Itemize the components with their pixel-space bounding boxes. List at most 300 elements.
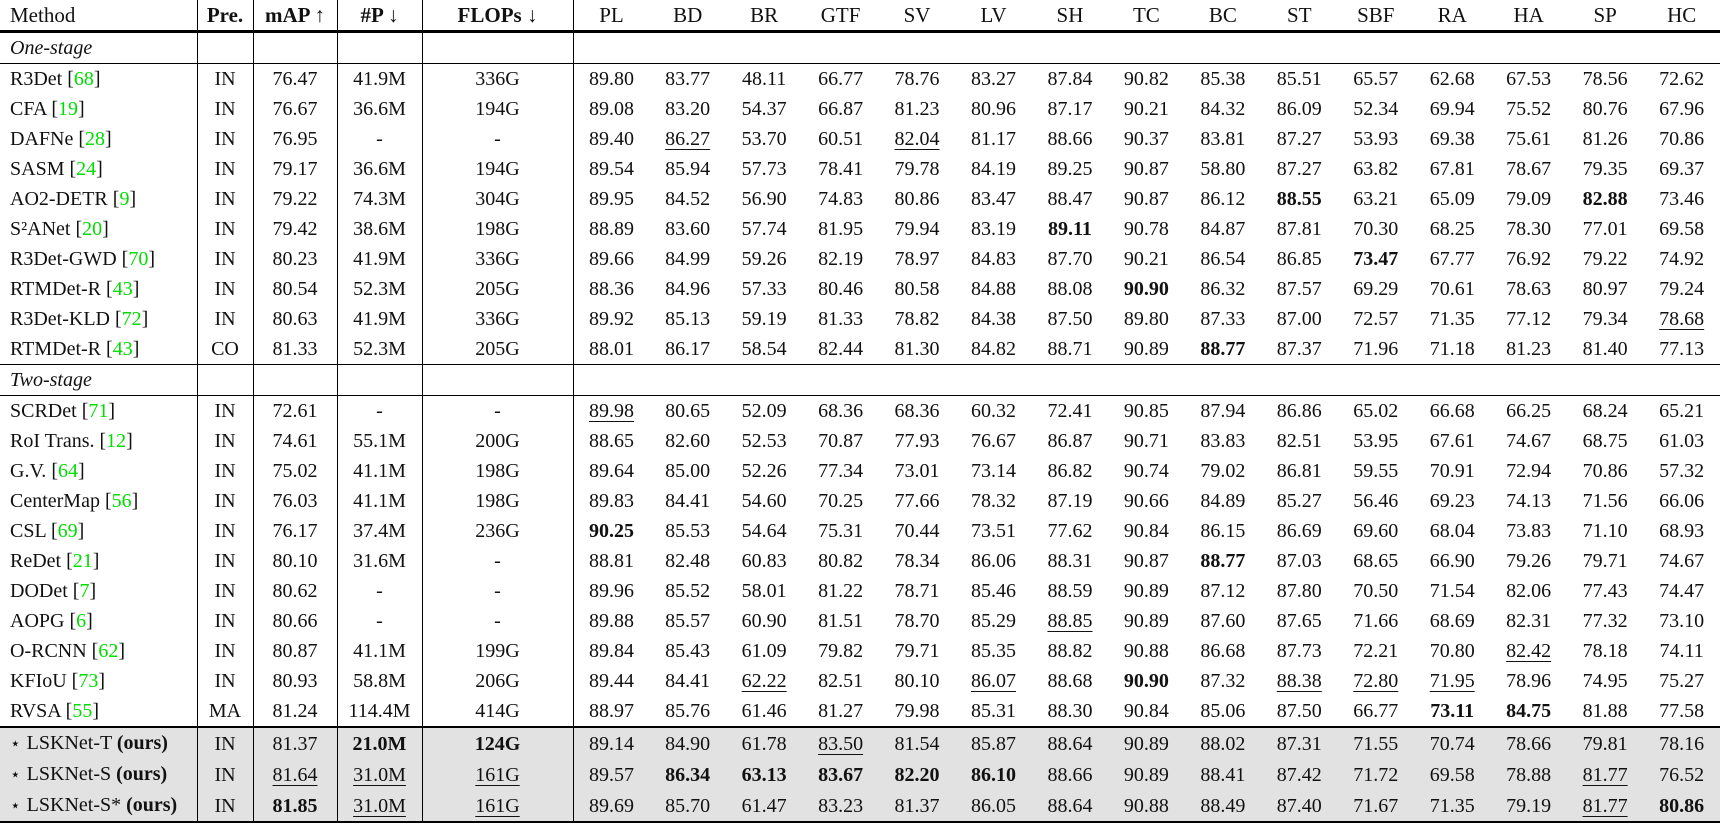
pre-cell: IN: [197, 456, 253, 486]
method-name: LSKNet-S: [26, 763, 112, 785]
citation-link[interactable]: 20: [82, 218, 103, 240]
ap-cell-bc: 86.68: [1200, 640, 1246, 662]
ap-cell-tc: 90.21: [1123, 98, 1169, 120]
ap-cell-st: 85.27: [1276, 490, 1322, 512]
value-text: 82.88: [1582, 188, 1628, 210]
ap-cell-ha: 78.67: [1506, 158, 1552, 180]
table-row: [0, 666, 1720, 696]
params-cell: 41.1M: [337, 456, 422, 486]
ap-cell-pl: 89.83: [588, 490, 634, 512]
method-cell: DODet [7]: [0, 576, 197, 606]
ap-cell-tc: 90.88: [1123, 794, 1169, 817]
method-name: DAFNe: [10, 128, 74, 150]
ap-cell-br: 61.78: [741, 732, 787, 755]
params-cell: 41.1M: [337, 486, 422, 516]
ap-cell-ra: 67.81: [1429, 158, 1475, 180]
method-cell: AO2-DETR [9]: [0, 184, 197, 214]
ap-cell-sv: [879, 759, 955, 790]
column-header-map: mAP ↑: [253, 0, 337, 32]
ap-cell-pl: [573, 516, 649, 546]
ap-cell-hc: 74.67: [1659, 550, 1705, 572]
ap-cell-sp: 81.26: [1582, 128, 1628, 150]
params-cell: 31.6M: [337, 546, 422, 576]
method-name: RTMDet-R: [10, 278, 102, 300]
star-icon: ⋆: [10, 796, 21, 815]
column-header-ha: HA: [1513, 3, 1544, 27]
map-cell: 76.67: [253, 94, 337, 124]
table-row: [0, 244, 1720, 274]
ap-cell-ha: 78.88: [1506, 763, 1552, 786]
ap-cell-st: 86.69: [1276, 520, 1322, 542]
method-cell: [0, 759, 197, 790]
ap-cell-br: 60.83: [741, 550, 787, 572]
column-header-sp: SP: [1593, 3, 1617, 27]
ap-cell-br: 60.90: [741, 610, 787, 632]
ap-cell-ha: 66.25: [1506, 400, 1552, 422]
ap-cell-sp: 78.56: [1582, 68, 1628, 90]
ap-cell-hc: 67.96: [1659, 98, 1705, 120]
ap-cell-lv: 83.19: [970, 218, 1016, 240]
ap-cell-ha: 76.92: [1506, 248, 1552, 270]
column-header-gtf: GTF: [820, 3, 861, 27]
ap-cell-sv: 78.82: [894, 308, 940, 330]
ap-cell-bc: [1185, 546, 1261, 576]
ap-cell-gtf: 81.33: [818, 308, 864, 330]
method-name: CenterMap: [10, 490, 100, 512]
ap-cell-br: [726, 666, 802, 696]
ap-cell-bc: 88.41: [1200, 763, 1246, 786]
ap-cell-sp: 68.75: [1582, 430, 1628, 452]
ap-cell-bd: [649, 759, 725, 790]
citation-link[interactable]: 12: [106, 430, 127, 452]
citation-link[interactable]: 69: [57, 520, 78, 542]
flops-cell: 198G: [422, 456, 573, 486]
ap-cell-ra: 62.68: [1429, 68, 1475, 90]
ap-cell-bd: 85.57: [665, 610, 711, 632]
ap-cell-pl: 89.84: [588, 640, 634, 662]
ap-cell-bd: 84.41: [665, 670, 711, 692]
flops-cell: -: [422, 576, 573, 606]
empty-cell: [197, 365, 253, 396]
citation-link[interactable]: 68: [73, 68, 94, 90]
ap-cell-bd: 84.96: [665, 278, 711, 300]
map-cell: 75.02: [253, 456, 337, 486]
method-cell: KFIoU [73]: [0, 666, 197, 696]
ap-cell-sbf: 70.30: [1353, 218, 1399, 240]
ap-cell-pl: 89.44: [588, 670, 634, 692]
pre-cell: IN: [197, 727, 253, 759]
ap-cell-tc: 89.80: [1123, 308, 1169, 330]
citation-link[interactable]: 24: [76, 158, 97, 180]
ap-cell-sv: 78.97: [894, 248, 940, 270]
ap-cell-gtf: 79.82: [818, 640, 864, 662]
ap-cell-tc: 90.88: [1123, 640, 1169, 662]
flops-cell: -: [422, 546, 573, 576]
method-name: O-RCNN: [10, 640, 87, 662]
table-row: [0, 334, 1720, 365]
table-row: [0, 636, 1720, 666]
ap-cell-gtf: 77.34: [818, 460, 864, 482]
ap-cell-ha: 72.94: [1506, 460, 1552, 482]
ap-cell-sbf: 72.21: [1353, 640, 1399, 662]
ap-cell-pl: 88.65: [588, 430, 634, 452]
ap-cell-sp: 77.32: [1582, 610, 1628, 632]
ap-cell-br: 52.26: [741, 460, 787, 482]
ap-cell-ra: 71.35: [1429, 308, 1475, 330]
ap-cell-sh: 87.19: [1047, 490, 1093, 512]
ap-cell-sbf: [1338, 244, 1414, 274]
ap-cell-bd: 85.70: [665, 794, 711, 817]
pre-cell: IN: [197, 94, 253, 124]
ap-cell-bc: 87.12: [1200, 580, 1246, 602]
ap-cell-sv: 77.93: [894, 430, 940, 452]
citation-link[interactable]: 56: [111, 490, 132, 512]
ap-cell-sp: 70.86: [1582, 460, 1628, 482]
ap-cell-sp: 81.40: [1582, 338, 1628, 360]
params-cell: 36.6M: [337, 154, 422, 184]
map-cell: 81.24: [253, 696, 337, 727]
pre-cell: IN: [197, 154, 253, 184]
pre-cell: IN: [197, 790, 253, 822]
params-cell: 74.3M: [337, 184, 422, 214]
ap-cell-sv: 68.36: [894, 400, 940, 422]
table-row: [0, 154, 1720, 184]
ap-cell-bc: 87.60: [1200, 610, 1246, 632]
ap-cell-sh: 77.62: [1047, 520, 1093, 542]
ap-cell-sbf: 56.46: [1353, 490, 1399, 512]
ap-cell-sp: 78.18: [1582, 640, 1628, 662]
flops-cell: 199G: [422, 636, 573, 666]
pre-cell: IN: [197, 396, 253, 427]
ap-cell-lv: 73.51: [970, 520, 1016, 542]
ap-cell-bd: 85.52: [665, 580, 711, 602]
ap-cell-gtf: 66.77: [818, 68, 864, 90]
value-text: 81.77: [1582, 794, 1628, 817]
citation-link[interactable]: 28: [85, 128, 106, 150]
ours-label: (ours): [126, 794, 178, 816]
ap-cell-tc: 90.87: [1123, 188, 1169, 210]
method-name: CSL: [10, 520, 46, 542]
ap-cell-lv: 84.82: [970, 338, 1016, 360]
method-name: AO2-DETR: [10, 188, 108, 210]
flops-cell: 194G: [422, 154, 573, 184]
ap-cell-ha: 78.66: [1506, 732, 1552, 755]
ap-cell-sbf: 52.34: [1353, 98, 1399, 120]
ap-cell-ha: 78.63: [1506, 278, 1552, 300]
ap-cell-lv: 76.67: [970, 430, 1016, 452]
ap-cell-gtf: 70.87: [818, 430, 864, 452]
table-row: [0, 696, 1720, 727]
ap-cell-st: 87.65: [1276, 610, 1322, 632]
ap-cell-gtf: 81.27: [818, 700, 864, 722]
ap-cell-sh: 86.82: [1047, 460, 1093, 482]
ap-cell-ra: [1414, 666, 1490, 696]
ap-cell-hc: 66.06: [1659, 490, 1705, 512]
ap-cell-st: 86.86: [1276, 400, 1322, 422]
citation-link[interactable]: 62: [98, 640, 119, 662]
empty-cell: [253, 32, 337, 64]
flops-cell: 194G: [422, 94, 573, 124]
ap-cell-ha: [1490, 636, 1566, 666]
citation-link[interactable]: 43: [112, 278, 133, 300]
ap-cell-lv: [955, 666, 1031, 696]
citation-link[interactable]: 70: [128, 248, 149, 270]
ap-cell-ra: 69.94: [1429, 98, 1475, 120]
ap-cell-sh: 88.66: [1047, 128, 1093, 150]
ap-cell-bd: 85.00: [665, 460, 711, 482]
ap-cell-pl: 89.64: [588, 460, 634, 482]
ap-cell-sh: 87.17: [1047, 98, 1093, 120]
pre-cell: IN: [197, 304, 253, 334]
method-cell: RoI Trans. [12]: [0, 426, 197, 456]
ap-cell-pl: 88.89: [588, 218, 634, 240]
ap-cell-tc: 90.89: [1123, 610, 1169, 632]
ap-cell-br: 59.26: [741, 248, 787, 270]
pre-cell: IN: [197, 64, 253, 95]
value-text: 78.68: [1659, 308, 1705, 330]
ap-cell-bc: 83.83: [1200, 430, 1246, 452]
ap-cell-ra: 70.80: [1429, 640, 1475, 662]
citation-link[interactable]: 73: [78, 670, 99, 692]
ap-cell-gtf: 66.87: [818, 98, 864, 120]
value-text: 31.0M: [353, 794, 406, 817]
ap-cell-sh: 88.64: [1047, 732, 1093, 755]
ap-cell-br: 53.70: [741, 128, 787, 150]
params-cell: [337, 790, 422, 822]
flops-cell: [422, 727, 573, 759]
ap-cell-tc: 90.89: [1123, 732, 1169, 755]
ap-cell-sbf: 69.60: [1353, 520, 1399, 542]
method-cell: R3Det [68]: [0, 64, 197, 95]
map-cell: 76.03: [253, 486, 337, 516]
ap-cell-hc: 76.52: [1659, 763, 1705, 786]
map-cell: 80.54: [253, 274, 337, 304]
column-header-pl: PL: [599, 3, 624, 27]
flops-cell: -: [422, 606, 573, 636]
ap-cell-bd: [649, 124, 725, 154]
citation-link[interactable]: 19: [58, 98, 78, 120]
ap-cell-ra: 65.09: [1429, 188, 1475, 210]
pre-cell: IN: [197, 214, 253, 244]
citation-link[interactable]: 64: [57, 460, 78, 482]
params-cell: 41.9M: [337, 304, 422, 334]
ap-cell-br: [726, 759, 802, 790]
column-header-st: ST: [1287, 3, 1312, 27]
flops-cell: 336G: [422, 244, 573, 274]
ap-cell-br: 48.11: [742, 68, 787, 90]
ap-cell-sh: 88.71: [1047, 338, 1093, 360]
method-name: KFIoU: [10, 670, 67, 692]
ap-cell-sh: 88.08: [1047, 278, 1093, 300]
params-cell: [337, 759, 422, 790]
citation-link[interactable]: 55: [72, 700, 93, 722]
ap-cell-sh: 88.31: [1047, 550, 1093, 572]
ap-cell-pl: 89.54: [588, 158, 634, 180]
ap-cell-tc: 90.74: [1123, 460, 1169, 482]
ap-cell-sv: 79.71: [894, 640, 940, 662]
citation-link[interactable]: 72: [121, 308, 142, 330]
ap-cell-br: 54.60: [741, 490, 787, 512]
ap-cell-lv: 85.46: [970, 580, 1016, 602]
ap-cell-sv: 78.76: [894, 68, 940, 90]
ap-cell-pl: 89.88: [588, 610, 634, 632]
ap-cell-bd: 83.60: [665, 218, 711, 240]
ap-cell-ha: 79.09: [1506, 188, 1552, 210]
ap-cell-lv: [955, 759, 1031, 790]
ap-cell-sp: 68.24: [1582, 400, 1628, 422]
ap-cell-ra: 71.18: [1429, 338, 1475, 360]
params-cell: 41.9M: [337, 244, 422, 274]
value-text: 21.0M: [352, 732, 407, 755]
table-body: [0, 32, 1720, 823]
ap-cell-sp: 81.88: [1582, 700, 1628, 722]
pre-cell: IN: [197, 486, 253, 516]
ap-cell-pl: 89.66: [588, 248, 634, 270]
column-header-tc: TC: [1132, 3, 1160, 27]
ap-cell-st: 87.27: [1276, 128, 1322, 150]
ap-cell-gtf: 68.36: [818, 400, 864, 422]
ap-cell-ha: 81.23: [1506, 338, 1552, 360]
ap-cell-sh: 87.50: [1047, 308, 1093, 330]
value-text: 84.75: [1506, 700, 1552, 722]
ap-cell-hc: 69.58: [1659, 218, 1705, 240]
ap-cell-br: 61.46: [741, 700, 787, 722]
params-cell: 52.3M: [337, 334, 422, 365]
ap-cell-gtf: 81.22: [818, 580, 864, 602]
ap-cell-st: 87.31: [1276, 732, 1322, 755]
ap-cell-lv: 83.27: [970, 68, 1016, 90]
ap-cell-lv: 73.14: [970, 460, 1016, 482]
ap-cell-lv: 84.38: [970, 308, 1016, 330]
method-name: AOPG: [10, 610, 65, 632]
params-cell: 55.1M: [337, 426, 422, 456]
citation-link[interactable]: 71: [88, 400, 109, 422]
citation-link[interactable]: 43: [112, 338, 133, 360]
method-name: LSKNet-S*: [26, 794, 122, 816]
citation-link[interactable]: 21: [72, 550, 93, 572]
value-text: 86.07: [970, 670, 1016, 692]
map-cell: 80.10: [253, 546, 337, 576]
ap-cell-sp: 71.10: [1582, 520, 1628, 542]
ap-cell-sv: 81.23: [894, 98, 940, 120]
ap-cell-sp: 74.95: [1582, 670, 1628, 692]
ap-cell-sv: 79.94: [894, 218, 940, 240]
ap-cell-bc: 83.81: [1200, 128, 1246, 150]
ap-cell-tc: 90.85: [1123, 400, 1169, 422]
ap-cell-ha: 74.67: [1506, 430, 1552, 452]
method-name: ReDet: [10, 550, 62, 572]
table-header: [0, 0, 1720, 32]
value-text: 90.25: [588, 520, 634, 542]
ap-cell-sbf: 68.65: [1353, 550, 1399, 572]
map-cell: 76.17: [253, 516, 337, 546]
ap-cell-sbf: 71.96: [1353, 338, 1399, 360]
flops-cell: 336G: [422, 64, 573, 95]
ap-cell-ha: 78.96: [1506, 670, 1552, 692]
citation-link[interactable]: 9: [119, 188, 130, 210]
pre-cell: IN: [197, 576, 253, 606]
column-header-hc: HC: [1667, 3, 1697, 27]
ap-cell-ra: 71.54: [1429, 580, 1475, 602]
ap-cell-gtf: 78.41: [818, 158, 864, 180]
method-name: R3Det-KLD: [10, 308, 110, 330]
value-text: 86.27: [665, 128, 711, 150]
ap-cell-hc: 57.32: [1659, 460, 1705, 482]
ap-cell-hc: 69.37: [1659, 158, 1705, 180]
ap-cell-sbf: [1338, 666, 1414, 696]
ap-cell-sh: [1032, 214, 1108, 244]
ap-cell-hc: 74.11: [1659, 640, 1704, 662]
ap-cell-ha: 75.61: [1506, 128, 1552, 150]
table-row: [0, 426, 1720, 456]
params-cell: -: [337, 396, 422, 427]
flops-cell: 206G: [422, 666, 573, 696]
map-cell: 80.93: [253, 666, 337, 696]
ap-cell-ra: 68.04: [1429, 520, 1475, 542]
ap-cell-br: 58.54: [741, 338, 787, 360]
ap-cell-hc: [1643, 304, 1720, 334]
map-cell: [253, 759, 337, 790]
empty-cell: [422, 365, 573, 396]
citation-link[interactable]: 7: [79, 580, 90, 602]
method-cell: CFA [19]: [0, 94, 197, 124]
pre-cell: IN: [197, 124, 253, 154]
ap-cell-lv: 78.32: [970, 490, 1016, 512]
method-cell: CSL [69]: [0, 516, 197, 546]
ap-cell-bc: 86.32: [1200, 278, 1246, 300]
flops-cell: [422, 790, 573, 822]
ap-cell-sp: 71.56: [1582, 490, 1628, 512]
value-text: 82.04: [894, 128, 940, 150]
table-row: [0, 124, 1720, 154]
column-header-sv: SV: [903, 3, 931, 27]
ap-cell-sp: 79.34: [1582, 308, 1628, 330]
method-cell: R3Det-KLD [72]: [0, 304, 197, 334]
ap-cell-sv: 80.86: [894, 188, 940, 210]
column-header-flops: FLOPs ↓: [422, 0, 573, 32]
ap-cell-sv: 81.37: [894, 794, 940, 817]
map-cell: 72.61: [253, 396, 337, 427]
value-text: 161G: [475, 794, 520, 817]
ap-cell-bd: 82.60: [665, 430, 711, 452]
value-text: 124G: [474, 732, 521, 755]
ap-cell-pl: 89.92: [588, 308, 634, 330]
value-text: 81.77: [1582, 763, 1628, 786]
flops-cell: 200G: [422, 426, 573, 456]
method-name: RoI Trans.: [10, 430, 95, 452]
section-label: Two-stage: [0, 365, 197, 396]
ap-cell-st: 87.40: [1276, 794, 1322, 817]
ap-cell-hc: 74.92: [1659, 248, 1705, 270]
ap-cell-hc: 75.27: [1659, 670, 1705, 692]
value-text: 88.77: [1200, 550, 1246, 572]
method-name: S²ANet: [10, 218, 71, 240]
ap-cell-sbf: 71.66: [1353, 610, 1399, 632]
column-header-method: Method: [0, 0, 197, 32]
table-row: [0, 576, 1720, 606]
ap-cell-ra: 69.58: [1429, 763, 1475, 786]
ap-cell-bd: 85.53: [665, 520, 711, 542]
ap-cell-bd: 83.20: [665, 98, 711, 120]
ap-cell-ha: 74.13: [1506, 490, 1552, 512]
ap-cell-sh: 88.47: [1047, 188, 1093, 210]
params-cell: -: [337, 606, 422, 636]
ap-cell-gtf: 81.95: [818, 218, 864, 240]
value-text: 86.10: [970, 763, 1016, 786]
ap-cell-bd: 85.43: [665, 640, 711, 662]
citation-link[interactable]: 6: [76, 610, 87, 632]
ap-cell-bc: 85.38: [1200, 68, 1246, 90]
